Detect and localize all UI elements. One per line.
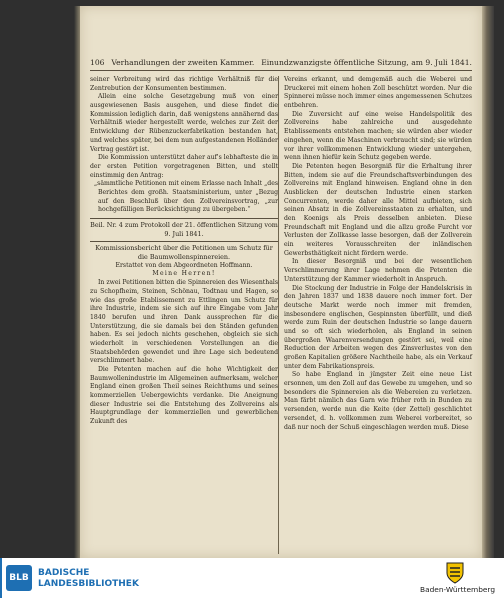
left-paragraph-2: Allein eine solche Gesetzgebung muß von einer ausgewiesenen Basis ausgehen, und diese findet die Kommission lediglich darin, daß wenigstens annähernd das Verhältniß wieder hergestellt werde, welches zur Zeit der Entwicklung der Rübenzuckerfabrikation bestanden hat, und welches später, bei dem nun aufgestandenen Holländer Vertrag gestört ist.: [90, 93, 278, 153]
section-divider-2: [90, 241, 278, 242]
section-divider: [90, 218, 278, 219]
column-divider: [278, 76, 279, 554]
library-name-line1: BADISCHE: [38, 568, 90, 578]
commission-report-title: Kommissionsbericht über die Petitionen um Schutz für die Baumwollenspinnereien.: [95, 244, 273, 262]
salutation: Meine Herren!: [152, 270, 216, 278]
page-number: 106: [90, 58, 105, 67]
blb-logo-icon: BLB: [6, 565, 32, 591]
coat-of-arms-icon: [444, 561, 466, 585]
page-header: [90, 58, 472, 71]
library-name-line2: LANDESBIBLIOTHEK: [38, 579, 139, 589]
document-page: [80, 6, 482, 558]
right-paragraph-1: Vereins erkannt, und demgemäß auch die Weberei und Druckerei mit einem hohen Zoll beschützt worden. Nur die Spinnerei müsse noch immer eines angemessenen Schutzes entbehren.: [284, 76, 472, 110]
footer-accent: [0, 558, 2, 598]
left-paragraph-3: Die Kommission unterstützt daher auf's lebhafteste die in der ersten Petition vorgetragenen Bitten, und stellt einstimmig den Antrag:: [90, 154, 278, 179]
right-paragraph-2: Die Zuversicht auf eine weise Handelspolitik des Zollvereins habe zahlreiche und ausgedehnte Etablissements entstehen machen; sie würden aber wieder eingehen, wenn die Maschinen verbraucht sind; sie würden vor ihrer vollkommenen Entwicklung wieder untergehen, wenn ihnen hiefür kein Schutz gegeben werde.: [284, 110, 472, 162]
annex-heading: Beil. Nr. 4 zum Protokoll der 21. öffentlichen Sitzung vom 9. Juli 1841.: [90, 221, 278, 238]
left-column: [90, 76, 278, 427]
reporter-line: Erstattet von dem Abgeordneten Hoffmann.: [115, 261, 253, 269]
left-paragraph-1: seiner Verbreitung wird das richtige Verhältniß für die Zentrebution der Konsumenten bestimmen.: [90, 76, 278, 92]
right-paragraph-6: So habe England in jüngster Zeit eine neue List ersonnen, um den Zoll auf das Gewebe zu umgehen, und so besonders die Spinnereien als die Webereien zu verletzen. Man färbt nämlich das Garn wie früher roth in Bunden zu versenden, werde nun die Keite (der Zettel) geschlichtet versendet, d. h. vollkommen zum Weberei vorbereitet, so daß nur noch der Schuß eingeschlagen werden muß. Diese: [284, 371, 472, 431]
right-column: [284, 76, 472, 432]
right-paragraph-3: Die Petenten hegen Besorgniß für die Erhaltung ihrer Bitten, indem sie auf die Freundschaftsverbindungen des Zollvereins mit England hinweisen. England ohne in den Ausblicken der deutschen Industrie einen starken Concurrenten, werde daher alle Mittel aufbieten, sich seinen Absatz in die Zollvereinsstaaten zu erhalten, und den Koenigs als Preis desselben anbieten. Diese Freundschaft mit England und die allzu große Furcht vor Verlusten der Zollkasse lasse besorgen, daß der Zollverein ein weiteres Vorausschreiten der inländischen Gewerbsthätigkeit nicht fördern werde.: [284, 162, 472, 257]
motion-quote: „sämmtliche Petitionen mit einem Erlasse nach Inhalt „des Berichtes dem großh. Staatsministerium, unter „Bezug auf den Beschluß über den Zollvereinsvortrag, „zur hochgefälligen Berücksichtigung zu übergeben.“: [94, 180, 278, 214]
right-paragraph-4: In dieser Besorgniß und bei der wesentlichen Verschlimmerung ihrer Lage nehmen die Petenten die Unterstützung der Kammer wiederholt in Anspruch.: [284, 258, 472, 283]
page-edge: [482, 6, 494, 558]
header-title: Verhandlungen der zweiten Kammer.: [111, 58, 255, 67]
library-name: [38, 568, 139, 590]
state-label: Baden-Württemberg: [420, 585, 496, 594]
left-paragraph-4: In zwei Petitionen bitten die Spinnereien des Wiesenthals zu Schopfheim, Steinen, Schönau, Todtnau und Hagen, so wie das große Etablissement zu Ettlingen um Schutz für ihre Industrie, indem sie sich auf ihre Eingabe vom Jahr 1840 berufen und ihren Dank aussprechen für die Unterstützung, die sie damals bei den Ständen gefunden haben. Es sei jedoch nichts geschehen, obgleich sie sich wiederholt in verschiedenen Vorstellungen an die Staatsbehörden gewendet und ihre Lage sich bedeutend verschlimmert habe.: [90, 279, 278, 365]
header-session: Einundzwanzigste öffentliche Sitzung, am 9. Juli 1841.: [261, 58, 472, 67]
right-paragraph-5: Die Stockung der Industrie in Folge der Handelskrisis in den Jahren 1837 und 1838 dauere noch immer fort. Der deutsche Markt werde noch immer mit fremden, insbesondere englischen, Gespinnsten überfüllt, und dieß werde zum Ruin der deutschen Industrie so lange dauern und so oft sich wiederholen, als England in seinen übergroßen Waarenversendungen gestört sei, weil eine Reduction der Arbeiten wegen des Zinsverlustes von den großen Kapitalien größere Nachtheile habe, als ein Verkauf unter dem Fabrikationspreis.: [284, 284, 472, 370]
left-paragraph-5: Die Petenten machen auf die hohe Wichtigkeit der Baumwollenindustrie im Allgemeinen aufmerksam, welcher England einen großen Theil seines Reichthums und seines kommerziellen Uebergewichts verdanke. Die Aneignung dieser Industrie sei die Entstehung des Zollvereins als Hauptgrundlage der kommerziellen und gewerblichen Zukunft des: [90, 366, 278, 426]
